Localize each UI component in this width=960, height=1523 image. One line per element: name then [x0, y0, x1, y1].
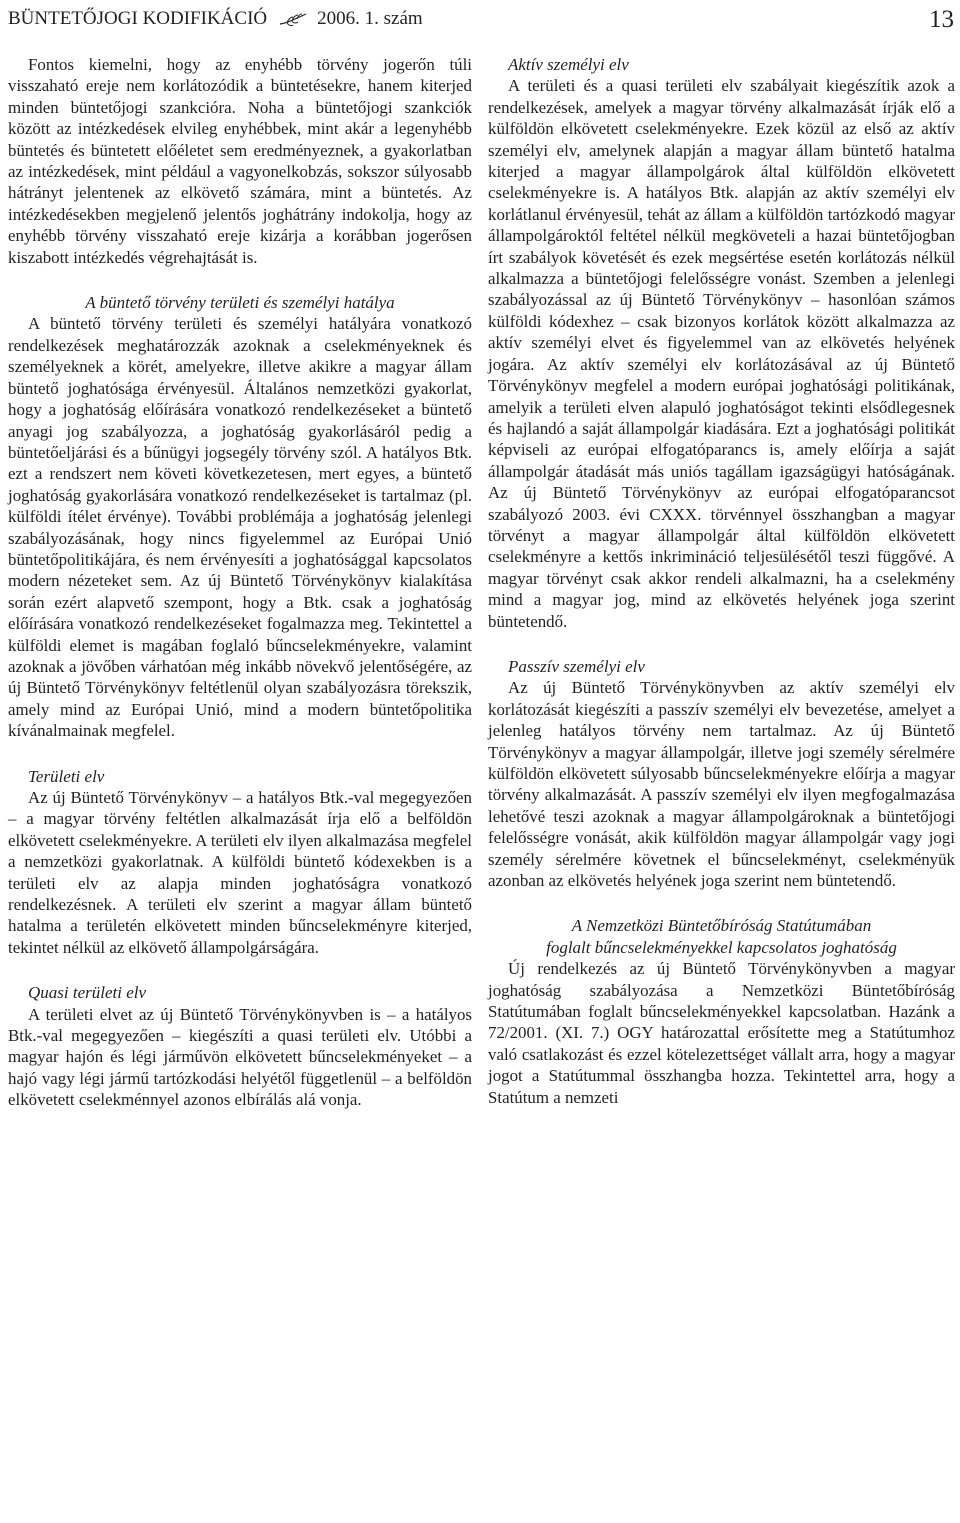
paragraph-retroactivity: Fontos kiemelni, hogy az enyhébb törvény jogerőn túli visszaható ereje nem korlátozódik a büntetésekre, hanem kiterjed minden büntetőjogi szankcióra. Noha a büntetőjogi szankciók között az intézkedések elvileg enyhébbek, mint akár a legenyhébb büntetés és büntetett előéletet sem eredményeznek, a gyakorlatban az intézkedések, mint például a vagyonelkobzás, sokszor súlyosabb hátrányt jelentenek az elkövető számára, mint a büntetés. Az intézkedésekben megjelenő jelentős joghátrány indokolja, hogy az enyhébb törvény visszaható ereje kizárja a korábban jogerősen kiszabott intézkedés végrehajtását is.	[8, 55, 472, 267]
section-heading-territorial-personal-scope: A büntető törvény területi és személyi hatálya	[85, 293, 395, 313]
running-header	[8, 6, 954, 32]
section-heading-territorial-principle: Területi elv	[28, 766, 105, 786]
paragraph-quasi-territorial: A területi elvet az új Büntető Törvénykönyvben is – a hatályos Btk.-val megegyezően – kiegészíti a quasi területi elv. Utóbbi a magyar hajón és légi járművön elkövetett bűncselekményeket – a hajó vagy légi jármű tartózkodási helyétől függetlenül – a belföldön elkövetett cselekménnyel azonos elbírálás alá vonja.	[8, 1004, 472, 1110]
section-heading-icc-line2: foglalt bűncselekményekkel kapcsolatos joghatóság	[546, 937, 897, 957]
section-heading-quasi-territorial: Quasi területi elv	[28, 983, 147, 1003]
paragraph-scope: A büntető törvény területi és személyi hatályára vonatkozó rendelkezések meghatározzák azoknak a cselekményeknek és személyeknek a körét, amelyekre, illetve akikre a magyar állam büntető joghatósága érvényesül. Általános nemzetközi gyakorlat, hogy a joghatóság előírására vonatkozó rendelkezéseket a büntető anyagi jog szabályozza, a joghatóság gyakorlásáról pedig a büntetőeljárási és a bűnügyi jogsegély törvény szól. A hatályos Btk. ezt a rendszert nem követi következetesen, mert egyes, a büntető joghatóság gyakorlására vonatkozó rendelkezéseket is tartalmaz (pl. külföldi ítélet érvénye). További problémája a joghatóság jelenlegi szabályozásának, hogy nincs figyelemmel az Európai Unió büntetőpolitikájára, és nem érvényesíti a joghatósággal kapcsolatos modern nézeteket sem. Az új Büntető Törvénykönyv kialakítása során ezért alapvető szempont, hogy a Btk. csak a joghatóság előírására vonatkozó rendelkezéseket fogalmazza meg. Tekintettel a külföldi elemet is magában foglaló bűncselekményekre, valamint azoknak a jövőben várhatóan még inkább növekvő jelentőségére, az új Büntető Törvénykönyv feltétlenül olyan szabályozásra törekszik, amely mind az Európai Unió, mind a modern büntetőpolitika kívánalmainak megfelel.	[8, 314, 472, 741]
right-column	[488, 54, 955, 1108]
page-number: 13	[929, 6, 954, 33]
section-heading-icc-line1: A Nemzetközi Büntetőbíróság Statútumában	[571, 916, 872, 936]
paragraph-territorial: Az új Büntető Törvénykönyv – a hatályos Btk.-val megegyezően – a magyar törvény feltétlen alkalmazását írja elő a belföldön elkövetett cselekményekre. A területi elv ilyen alkalmazása megfelel a nemzetközi gyakorlatnak. A külföldi büntető kódexekben is a területi elv az alapja minden joghatóságra vonatkozó rendelkezésnek. A területi elv szerint a magyar állam büntető hatalma a területén elkövetett minden bűncselekményre kiterjed, tekintet nélkül az elkövető állampolgárságára.	[8, 788, 472, 957]
section-heading-passive-personal: Passzív személyi elv	[508, 656, 645, 676]
journal-title-line	[8, 6, 423, 32]
section-heading-active-personal: Aktív személyi elv	[508, 55, 629, 74]
paragraph-icc: Új rendelkezés az új Büntető Törvénykönyvben a magyar joghatóság szabályozása a Nemzetközi Büntetőbíróság Statútumában foglalt bűncselekményekkel kapcsolatban. Hazánk a 72/2001. (XI. 7.) OGY határozattal erősítette meg a Statútumhoz való csatlakozást és ezzel kötelezettséget vállalt arra, hogy a magyar jogot a Statútummal összhangba hozza. Tekintettel arra, hogy a Statútum a nemzeti	[488, 959, 955, 1107]
paragraph-passive-personal: Az új Büntető Törvénykönyvben az aktív személyi elv korlátozását kiegészíti a passzív személyi elv bevezetése, amelyet a jelenleg hatályos törvény nem tartalmaz. Az új Büntető Törvénykönyv a magyar állampolgár, illetve jogi személy sérelmére külföldön elkövetett súlyosabb bűncselekményekre előírja a magyar törvény alkalmazását. A passzív személyi elv ilyen megfogalmazása lehetővé teszi azoknak a magyar állampolgároknak a büntetőjogi felelősségre vonását, akik külföldön magyar állampolgár vagy jogi személy sérelmére követnek el bűncselekményt, cselekményük azonban az elkövetés helyének joga szerint nem büntetendő.	[488, 678, 955, 891]
journal-title: BÜNTETŐJOGI KODIFIKÁCIÓ	[8, 8, 268, 29]
issue-label: 2006. 1. szám	[317, 8, 423, 29]
fern-leaf-icon	[279, 11, 307, 29]
left-column	[8, 54, 472, 1111]
paragraph-active-personal: A területi és a quasi területi elv szabályait kiegészítik azok a rendelkezések, amelyek a magyar törvény alkalmazását írják elő a külföldön elkövetett cselekményekre. Ezek közül az első az aktív személyi elv, amelynek alapján a magyar állam büntető hatalma kiterjed a magyar állampolgárok által külföldön elkövetett cselekményekre is. A hatályos Btk. alapján az aktív személyi elv korlátlanul érvényesül, tehát az állam a külföldön tartózkodó magyar állampolgároktól feltétel nélkül megköveteli a hazai büntetőjogban írt szabályok követését és ezek megsértése esetén korlátozás nélkül alkalmazza a büntetőjogi felelősségre vonást. Szemben a jelenlegi szabályozással az új Büntető Törvénykönyv – hasonlóan számos külföldi kódexhez – csak bizonyos korlátok között alkalmazza az aktív személyi elvet és figyelemmel van az elkövetés helyének jogára. Az aktív személyi elv korlátozásával az új Büntető Törvénykönyv megfelel a modern európai joghatósági politikának, amelyik a területi elven alapuló joghatóságot tekinti elsődlegesnek és hajlandó a saját állampolgár kiadására. Ezt a joghatósági politikát képviseli az európai elfogatóparancs is, amely előírja a saját állampolgár átadását más uniós tagállam igazságügyi hatóságának. Az új Büntető Törvénykönyv az európai elfogatóparancsot szabályozó 2003. évi CXXX. törvénnyel összhangban a magyar törvényt a magyar állampolgár által külföldön elkövetett cselekményre a kettős inkrimináció teljesülésétől teszi függővé. A magyar törvényt csak akkor rendeli alkalmazni, ha a cselekmény mind a magyar jog, mind az elkövetés helyének joga szerint büntetendő.	[488, 76, 955, 631]
